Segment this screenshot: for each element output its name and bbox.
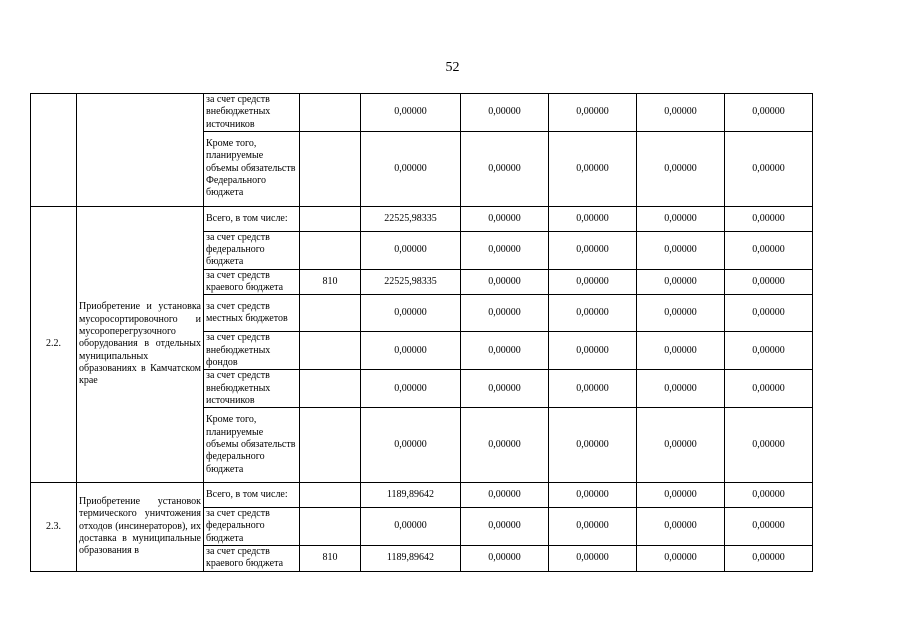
source-cell: за счет средств местных бюджетов xyxy=(204,295,300,332)
value-cell: 0,00000 xyxy=(637,131,725,206)
value-cell: 1189,89642 xyxy=(361,546,461,572)
code-cell xyxy=(300,508,361,546)
value-cell: 0,00000 xyxy=(725,231,813,269)
value-cell: 0,00000 xyxy=(461,131,549,206)
value-cell: 0,00000 xyxy=(549,408,637,483)
source-cell: за счет средств внебюджетных источников xyxy=(204,370,300,408)
value-cell: 0,00000 xyxy=(361,332,461,370)
value-cell: 1189,89642 xyxy=(361,483,461,508)
source-cell: Кроме того, планируемые объемы обязательств федерального бюджета xyxy=(204,408,300,483)
value-cell: 0,00000 xyxy=(361,295,461,332)
code-cell: 810 xyxy=(300,546,361,572)
source-cell: за счет средств внебюджетных фондов xyxy=(204,332,300,370)
value-cell: 0,00000 xyxy=(725,332,813,370)
value-cell: 0,00000 xyxy=(549,483,637,508)
table-row xyxy=(31,483,813,508)
value-cell: 0,00000 xyxy=(725,131,813,206)
value-cell: 0,00000 xyxy=(549,131,637,206)
source-cell: Всего, в том числе: xyxy=(204,483,300,508)
value-cell: 0,00000 xyxy=(461,483,549,508)
value-cell: 0,00000 xyxy=(361,508,461,546)
value-cell: 0,00000 xyxy=(361,408,461,483)
source-cell: за счет средств внебюджетных источников xyxy=(204,94,300,132)
code-cell xyxy=(300,483,361,508)
value-cell: 0,00000 xyxy=(461,408,549,483)
value-cell: 0,00000 xyxy=(549,206,637,231)
value-cell: 0,00000 xyxy=(461,508,549,546)
value-cell: 0,00000 xyxy=(725,295,813,332)
value-cell: 0,00000 xyxy=(725,483,813,508)
value-cell: 0,00000 xyxy=(461,332,549,370)
value-cell: 0,00000 xyxy=(461,206,549,231)
value-cell: 0,00000 xyxy=(637,231,725,269)
page-number: 52 xyxy=(445,60,460,75)
table-row xyxy=(31,94,813,132)
code-cell xyxy=(300,370,361,408)
value-cell: 0,00000 xyxy=(461,295,549,332)
value-cell: 0,00000 xyxy=(549,546,637,572)
value-cell: 0,00000 xyxy=(549,370,637,408)
value-cell: 0,00000 xyxy=(637,546,725,572)
value-cell: 0,00000 xyxy=(549,295,637,332)
budget-table xyxy=(30,93,813,572)
value-cell: 0,00000 xyxy=(637,269,725,295)
value-cell: 0,00000 xyxy=(637,408,725,483)
source-cell: за счет средств федерального бюджета xyxy=(204,231,300,269)
table-row xyxy=(31,206,813,231)
code-cell xyxy=(300,231,361,269)
source-cell: Кроме того, планируемые объемы обязательств Федерального бюджета xyxy=(204,131,300,206)
value-cell: 0,00000 xyxy=(549,332,637,370)
value-cell: 0,00000 xyxy=(549,269,637,295)
value-cell: 0,00000 xyxy=(361,94,461,132)
value-cell: 0,00000 xyxy=(637,508,725,546)
value-cell: 0,00000 xyxy=(637,370,725,408)
item-name: Приобретение и установка мусоросортировочного и мусороперегрузочного оборудования в отдельных муниципальных образованиях в Камчатском крае xyxy=(77,206,204,482)
code-cell xyxy=(300,332,361,370)
source-cell: за счет средств краевого бюджета xyxy=(204,269,300,295)
value-cell: 0,00000 xyxy=(637,94,725,132)
value-cell: 0,00000 xyxy=(725,546,813,572)
value-cell: 0,00000 xyxy=(725,206,813,231)
code-cell xyxy=(300,131,361,206)
value-cell: 22525,98335 xyxy=(361,206,461,231)
value-cell: 0,00000 xyxy=(725,94,813,132)
value-cell: 0,00000 xyxy=(637,295,725,332)
value-cell: 0,00000 xyxy=(549,508,637,546)
code-cell xyxy=(300,94,361,132)
source-cell: за счет средств федерального бюджета xyxy=(204,508,300,546)
source-cell: за счет средств краевого бюджета xyxy=(204,546,300,572)
source-cell: Всего, в том числе: xyxy=(204,206,300,231)
code-cell xyxy=(300,295,361,332)
value-cell: 0,00000 xyxy=(725,370,813,408)
value-cell: 0,00000 xyxy=(461,94,549,132)
number-cell xyxy=(31,94,77,207)
value-cell: 0,00000 xyxy=(549,94,637,132)
value-cell: 0,00000 xyxy=(549,231,637,269)
value-cell: 0,00000 xyxy=(637,483,725,508)
value-cell: 0,00000 xyxy=(361,370,461,408)
value-cell: 0,00000 xyxy=(461,269,549,295)
value-cell: 0,00000 xyxy=(461,546,549,572)
item-number: 2.2. xyxy=(31,206,77,482)
item-name: Приобретение установок термического уничтожения отходов (инсинераторов), их доставка в муниципальные образования в xyxy=(77,483,204,571)
code-cell xyxy=(300,408,361,483)
name-cell xyxy=(77,94,204,207)
value-cell: 0,00000 xyxy=(725,408,813,483)
value-cell: 0,00000 xyxy=(361,131,461,206)
item-number: 2.3. xyxy=(31,483,77,571)
code-cell: 810 xyxy=(300,269,361,295)
value-cell: 22525,98335 xyxy=(361,269,461,295)
value-cell: 0,00000 xyxy=(361,231,461,269)
code-cell xyxy=(300,206,361,231)
value-cell: 0,00000 xyxy=(461,370,549,408)
value-cell: 0,00000 xyxy=(637,206,725,231)
value-cell: 0,00000 xyxy=(725,508,813,546)
value-cell: 0,00000 xyxy=(725,269,813,295)
value-cell: 0,00000 xyxy=(637,332,725,370)
value-cell: 0,00000 xyxy=(461,231,549,269)
